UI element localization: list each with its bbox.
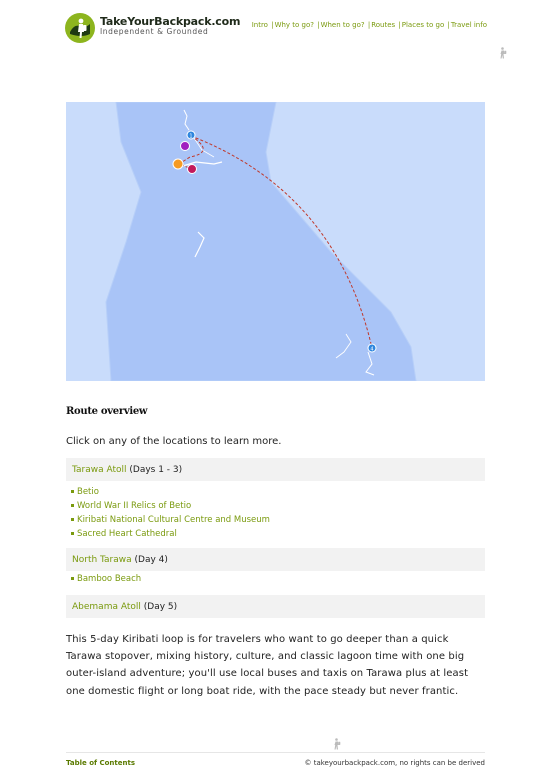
route-group-north-tarawa[interactable] bbox=[66, 548, 485, 571]
list-item bbox=[71, 572, 141, 586]
footer-divider bbox=[66, 752, 485, 753]
page-header bbox=[0, 0, 550, 60]
location-link[interactable]: Sacred Heart Cathedral bbox=[77, 529, 177, 539]
route-group-name[interactable]: Tarawa Atoll bbox=[72, 465, 127, 475]
map-marker-5-label: 4 bbox=[370, 346, 374, 353]
paragraph-line: one domestic flight or long boat ride, with the pace steady but never frantic. bbox=[66, 685, 459, 697]
paragraph-line: outer-island adventure; you'll use local buses and taxis on Tarawa plus at least bbox=[66, 668, 469, 680]
location-link[interactable]: Kiribati National Cultural Centre and Museum bbox=[77, 515, 270, 525]
nav-intro[interactable]: Intro bbox=[251, 21, 268, 29]
list-item bbox=[71, 513, 270, 527]
nav-places-to-go[interactable]: Places to go bbox=[401, 21, 445, 29]
nav-why-to-go[interactable]: Why to go? bbox=[274, 21, 314, 29]
route-group-abemama[interactable] bbox=[66, 595, 485, 618]
route-group-name[interactable]: Abemama Atoll bbox=[72, 602, 141, 612]
nav-separator: | bbox=[314, 21, 320, 29]
route-group-tarawa[interactable] bbox=[66, 458, 485, 481]
list-item bbox=[71, 499, 270, 513]
bullet-icon bbox=[71, 532, 74, 535]
logo-icon[interactable] bbox=[64, 12, 96, 44]
brand-tagline: Independent & Grounded bbox=[100, 27, 209, 36]
route-description bbox=[66, 631, 490, 700]
route-intro: Click on any of the locations to learn more. bbox=[66, 436, 282, 447]
top-navigation bbox=[252, 21, 487, 29]
route-group-days: (Day 5) bbox=[143, 602, 178, 612]
location-link[interactable]: Bamboo Beach bbox=[77, 574, 142, 584]
bullet-icon bbox=[71, 577, 74, 580]
route-group-items bbox=[71, 572, 141, 586]
location-link[interactable]: World War II Relics of Betio bbox=[77, 501, 192, 511]
list-item bbox=[71, 527, 270, 541]
map-marker-3 bbox=[173, 159, 183, 169]
nav-travel-info[interactable]: Travel info bbox=[450, 21, 487, 29]
route-overview-title: Route overview bbox=[66, 406, 148, 417]
nav-separator: | bbox=[396, 21, 401, 29]
route-group-name[interactable]: North Tarawa bbox=[72, 555, 132, 565]
hiker-icon bbox=[498, 46, 508, 58]
route-group-items bbox=[71, 485, 270, 541]
bullet-icon bbox=[71, 504, 74, 507]
map-marker-1-label: 1 bbox=[189, 133, 193, 140]
paragraph-line: Tarawa stopover, mixing history, culture, and classic lagoon time with one big bbox=[66, 651, 465, 663]
map-marker-4 bbox=[188, 165, 197, 174]
paragraph-line: This 5-day Kiribati loop is for travelers who want to go deeper than a quick bbox=[66, 634, 449, 645]
location-link[interactable]: Betio bbox=[77, 487, 99, 497]
bullet-icon bbox=[71, 490, 74, 493]
route-group-days: (Day 4) bbox=[134, 555, 168, 565]
table-of-contents-link[interactable]: Table of Contents bbox=[66, 759, 136, 767]
route-map[interactable] bbox=[66, 102, 485, 381]
list-item bbox=[71, 485, 270, 499]
map-marker-2 bbox=[181, 142, 190, 151]
nav-routes[interactable]: Routes bbox=[371, 21, 396, 29]
route-group-days: (Days 1 - 3) bbox=[129, 465, 183, 475]
bullet-icon bbox=[71, 518, 74, 521]
nav-separator: | bbox=[268, 21, 274, 29]
brand-name[interactable]: TakeYourBackpack.com bbox=[100, 15, 241, 28]
nav-separator: | bbox=[365, 21, 371, 29]
hiker-icon bbox=[332, 737, 342, 749]
nav-when-to-go[interactable]: When to go? bbox=[320, 21, 365, 29]
nav-separator: | bbox=[445, 21, 450, 29]
footer-copyright: © takeyourbackpack.com, no rights can be derived bbox=[304, 759, 485, 767]
